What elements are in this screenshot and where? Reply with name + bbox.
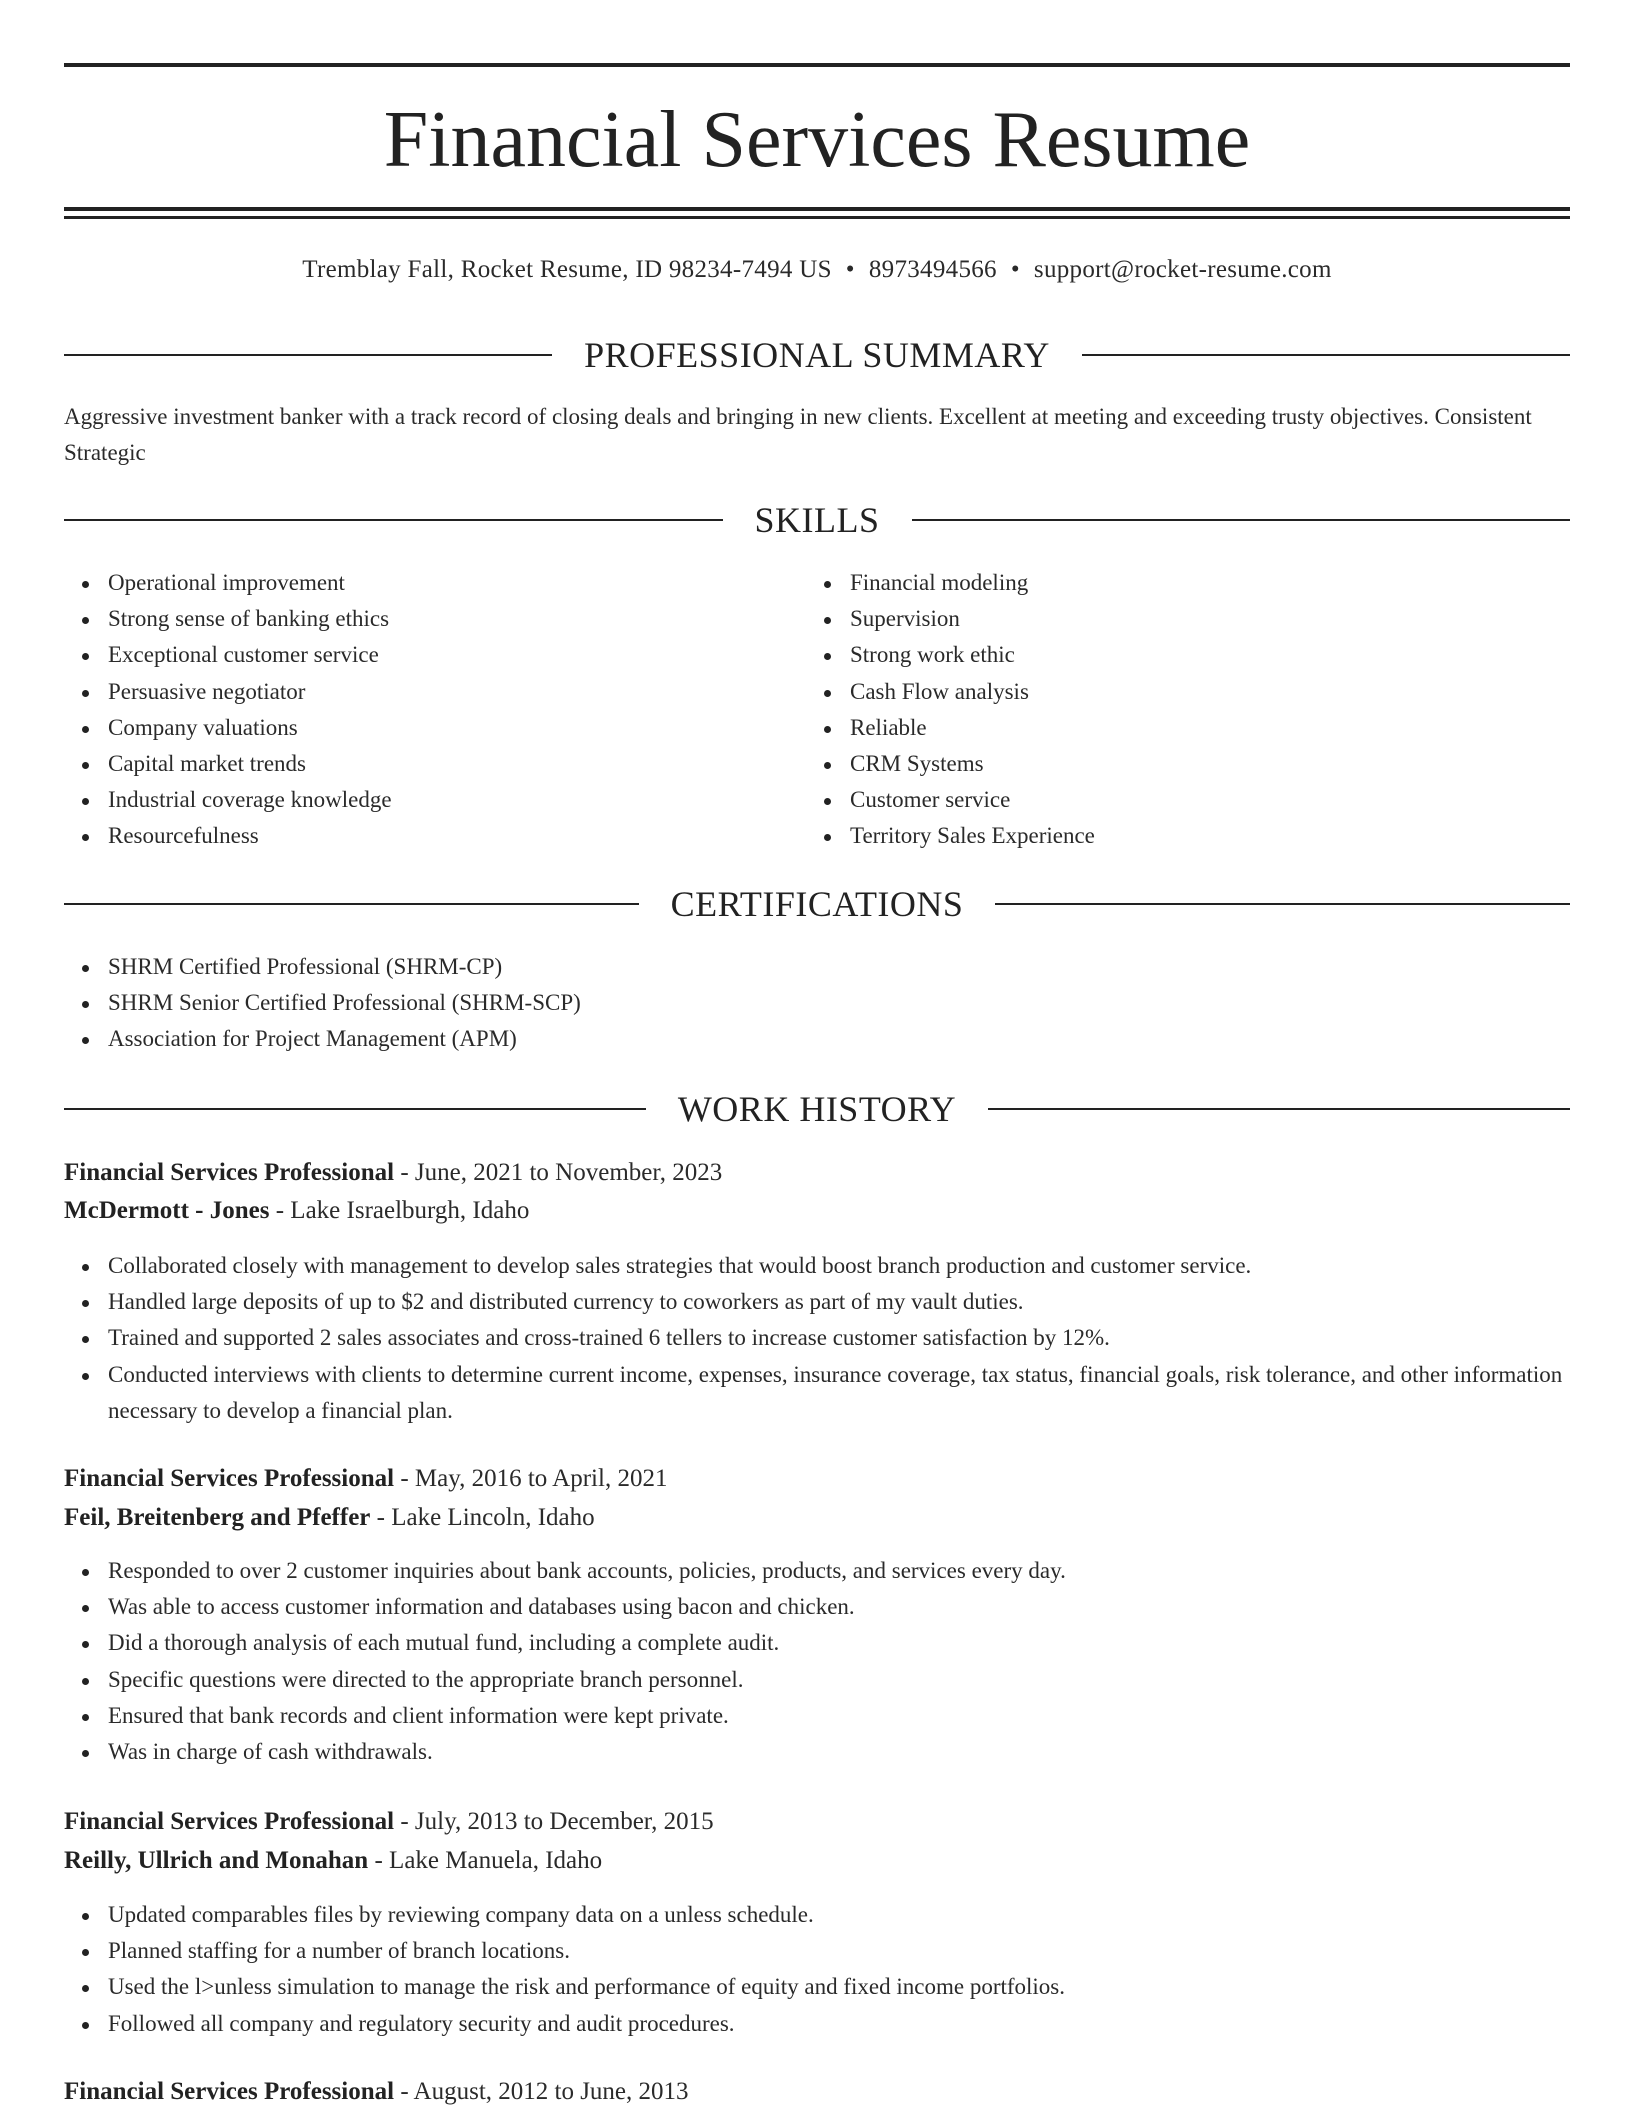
job-dates: July, 2013 to December, 2015 [414,1808,714,1835]
skill-item: Cash Flow analysis [850,674,1550,710]
resume-title: Financial Services Resume [383,96,1251,184]
skill-item: Operational improvement [108,565,808,601]
section-heading-certifications [64,881,1570,927]
job-title: Financial Services Professional [64,2078,395,2105]
contact-address: Tremblay Fall, Rocket Resume, ID 98234-7494 US [302,256,832,283]
job-bullet: Followed all company and regulatory security and audit procedures. [108,2006,1570,2042]
job-bullet: Did a thorough analysis of each mutual fund, including a complete audit. [108,1625,1570,1661]
job-dash: - [394,2078,414,2105]
section-heading-work-history [64,1086,1570,1132]
job-dash: - [370,1504,392,1531]
job-bullet: Specific questions were directed to the appropriate branch personnel. [108,1662,1570,1698]
job-title: Financial Services Professional [64,1159,395,1186]
heading-rule [64,903,639,905]
skill-item: Industrial coverage knowledge [108,782,808,818]
skill-item: Territory Sales Experience [850,818,1550,854]
job-title: Financial Services Professional [64,1465,395,1492]
section-heading-skills [64,497,1570,543]
contact-email: support@rocket-resume.com [1033,256,1332,283]
job-location: Lake Israelburgh, Idaho [290,1197,530,1224]
section-title: WORK HISTORY [677,1089,957,1129]
header-bottom-rule-1 [64,207,1570,211]
heading-rule [64,519,723,521]
skill-item: Capital market trends [108,746,808,782]
skills-list-right [806,565,1550,855]
job-dash: - [394,1808,415,1835]
skill-item: Company valuations [108,710,808,746]
skill-item: Persuasive negotiator [108,674,808,710]
job-bullet: Used the l>unless simulation to manage the risk and performance of equity and fixed income portfolios. [108,1969,1570,2005]
job-title-line [64,2073,1570,2111]
job-dash: - [368,1847,390,1874]
job-bullet: Was in charge of cash withdrawals. [108,1734,1570,1770]
job-bullet: Conducted interviews with clients to determine current income, expenses, insurance coverage, tax status, financial goals, risk tolerance, and other information necessary to develop a financial plan. [108,1357,1570,1429]
heading-rule [995,903,1570,905]
job-title-line [64,1154,1570,1192]
skill-item: Exceptional customer service [108,637,808,673]
skill-item: Financial modeling [850,565,1550,601]
certification-item: SHRM Certified Professional (SHRM-CP) [108,949,1568,985]
skills-list-left [64,565,808,855]
skill-item: Reliable [850,710,1550,746]
job-bullet: Handled large deposits of up to $2 and distributed currency to coworkers as part of my vault duties. [108,1284,1570,1320]
job-location: Lake Manuela, Idaho [389,1847,603,1874]
job-bullets [64,1248,1570,1429]
contact-phone: 8973494566 [868,256,997,283]
skill-item: Customer service [850,782,1550,818]
header-top-rule [64,63,1570,67]
certifications-list [64,949,1568,1058]
skill-item: CRM Systems [850,746,1550,782]
job-bullets [64,1553,1570,1770]
job-company: Reilly, Ullrich and Monahan [64,1847,369,1874]
job-bullet: Was able to access customer information and databases using bacon and chicken. [108,1589,1570,1625]
skill-item: Resourcefulness [108,818,808,854]
contact-separator: • [1010,256,1020,283]
certification-item: Association for Project Management (APM) [108,1021,1568,1057]
heading-rule [64,1108,646,1110]
contact-line [64,253,1570,287]
job-title: Financial Services Professional [64,1808,395,1835]
job-dates: May, 2016 to April, 2021 [414,1465,668,1492]
section-heading-summary [64,332,1570,378]
job-location: Lake Lincoln, Idaho [391,1504,595,1531]
job-bullet: Responded to over 2 customer inquiries about bank accounts, policies, products, and services every day. [108,1553,1570,1589]
job-title-line [64,1460,1570,1498]
job-bullet: Collaborated closely with management to develop sales strategies that would boost branch production and customer service. [108,1248,1570,1284]
job-company-line [64,1842,1570,1880]
skill-item: Strong sense of banking ethics [108,601,808,637]
section-title: PROFESSIONAL SUMMARY [584,335,1050,375]
job-company: Feil, Breitenberg and Pfeffer [64,1504,371,1531]
heading-rule [64,354,552,356]
job-dash: - [269,1197,291,1224]
job-dash: - [394,1159,415,1186]
job-bullet: Ensured that bank records and client information were kept private. [108,1698,1570,1734]
section-title: SKILLS [754,500,880,540]
job-company-line [64,1499,1570,1537]
job-company: McDermott - Jones [64,1197,270,1224]
skill-item: Supervision [850,601,1550,637]
job-title-line [64,1803,1570,1841]
heading-rule [1082,354,1570,356]
job-company-line [64,1192,1570,1230]
job-bullet: Trained and supported 2 sales associates and cross-trained 6 tellers to increase customer satisfaction by 12%. [108,1320,1570,1356]
job-bullet: Updated comparables files by reviewing company data on a unless schedule. [108,1897,1570,1933]
heading-rule [988,1108,1570,1110]
job-bullets [64,1897,1570,2042]
certification-item: SHRM Senior Certified Professional (SHRM-SCP) [108,985,1568,1021]
job-dates: June, 2021 to November, 2023 [414,1159,723,1186]
header-bottom-rule-2 [64,216,1570,219]
job-bullet: Planned staffing for a number of branch locations. [108,1933,1570,1969]
job-dates: August, 2012 to June, 2013 [413,2078,689,2105]
job-dash: - [394,1465,415,1492]
skill-item: Strong work ethic [850,637,1550,673]
contact-separator: • [845,256,855,283]
heading-rule [912,519,1571,521]
section-title: CERTIFICATIONS [670,884,964,924]
summary-text: Aggressive investment banker with a track record of closing deals and bringing in new clients. Excellent at meeting and exceeding trusty objectives. Consistent Strategic [64,404,1532,465]
